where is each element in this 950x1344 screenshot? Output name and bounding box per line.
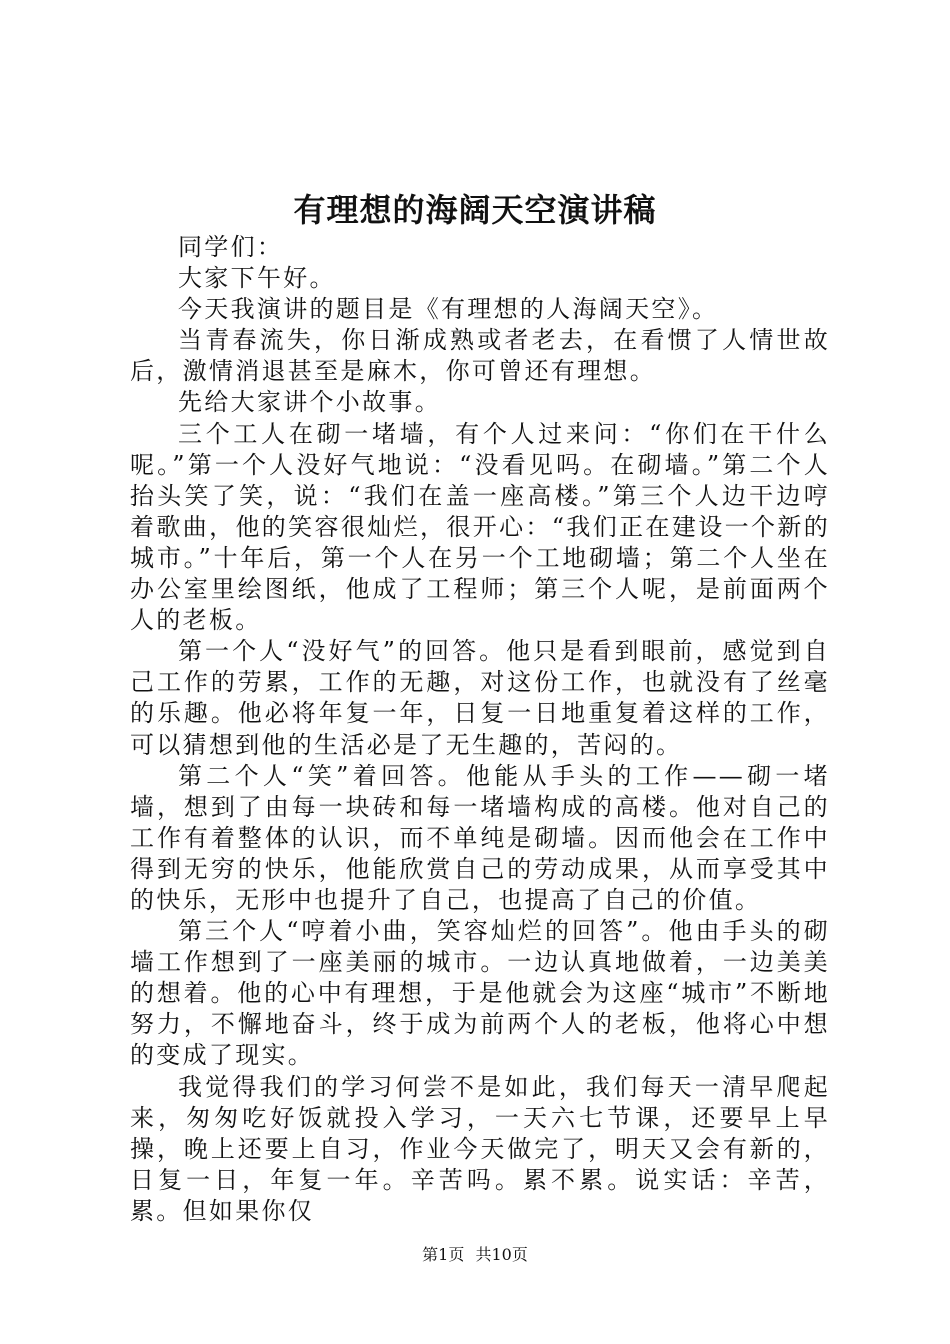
paragraph-study: 我觉得我们的学习何尝不是如此，我们每天一清早爬起来，匆匆吃好饭就投入学习，一天六七节课，还要早上早操，晚上还要上自习，作业今天做完了，明天又会有新的，日复一日，年复一年。辛苦吗。累不累。说实话：辛苦，累。但如果你仅 [130, 1072, 830, 1225]
paragraph-topic: 今天我演讲的题目是《有理想的人海阔天空》。 [178, 295, 719, 324]
paragraph-intro: 当青春流失，你日渐成熟或者老去，在看惯了人情世故后，激情消退甚至是麻木，你可曾还有理想。 [130, 326, 830, 386]
paragraph-second-worker: 第二个人“笑”着回答。他能从手头的工作——砌一堵墙，想到了由每一块砖和每一堵墙构成的高楼。他对自己的工作有着整体的认识，而不单纯是砌墙。因而他会在工作中得到无穷的快乐，他能欣赏自己的劳动成果，从而享受其中的快乐，无形中也提升了自己，也提高了自己的价值。 [130, 761, 830, 914]
paragraph-third-worker: 第三个人“哼着小曲，笑容灿烂的回答”。他由手头的砌墙工作想到了一座美丽的城市。一边认真地做着，一边美美的想着。他的心中有理想，于是他就会为这座“城市”不断地努力，不懈地奋斗，终于成为前两个人的老板，他将心中想的变成了现实。 [130, 917, 830, 1070]
paragraph-greeting: 同学们： [178, 233, 284, 261]
paragraph-story: 三个工人在砌一堵墙，有个人过来问：“你们在干什么呢。”第一个人没好气地说：“没看见吗。在砌墙。”第二个人抬头笑了笑，说：“我们在盖一座高楼。”第三个人边干边哼着歌曲，他的笑容很灿烂，很开心：“我们正在建设一个新的城市。”十年后，第一个人在另一个工地砌墙；第二个人坐在办公室里绘图纸，他成了工程师；第三个人呢，是前面两个人的老板。 [130, 419, 830, 635]
page-total: 共10页 [475, 1245, 528, 1264]
paragraph-salutation: 大家下午好。 [178, 264, 336, 293]
document-body [130, 232, 830, 1227]
document-title: 有理想的海阔天空演讲稿 [293, 191, 657, 229]
page-footer [0, 1244, 950, 1266]
paragraph-story-lead: 先给大家讲个小故事。 [178, 388, 441, 417]
page-number: 第1页 [422, 1245, 465, 1264]
paragraph-first-worker: 第一个人“没好气”的回答。他只是看到眼前，感觉到自己工作的劳累，工作的无趣，对这份工作，也就没有了丝毫的乐趣。他必将年复一年，日复一日地重复着这样的工作，可以猜想到他的生活必是了无生趣的，苦闷的。 [130, 637, 830, 759]
